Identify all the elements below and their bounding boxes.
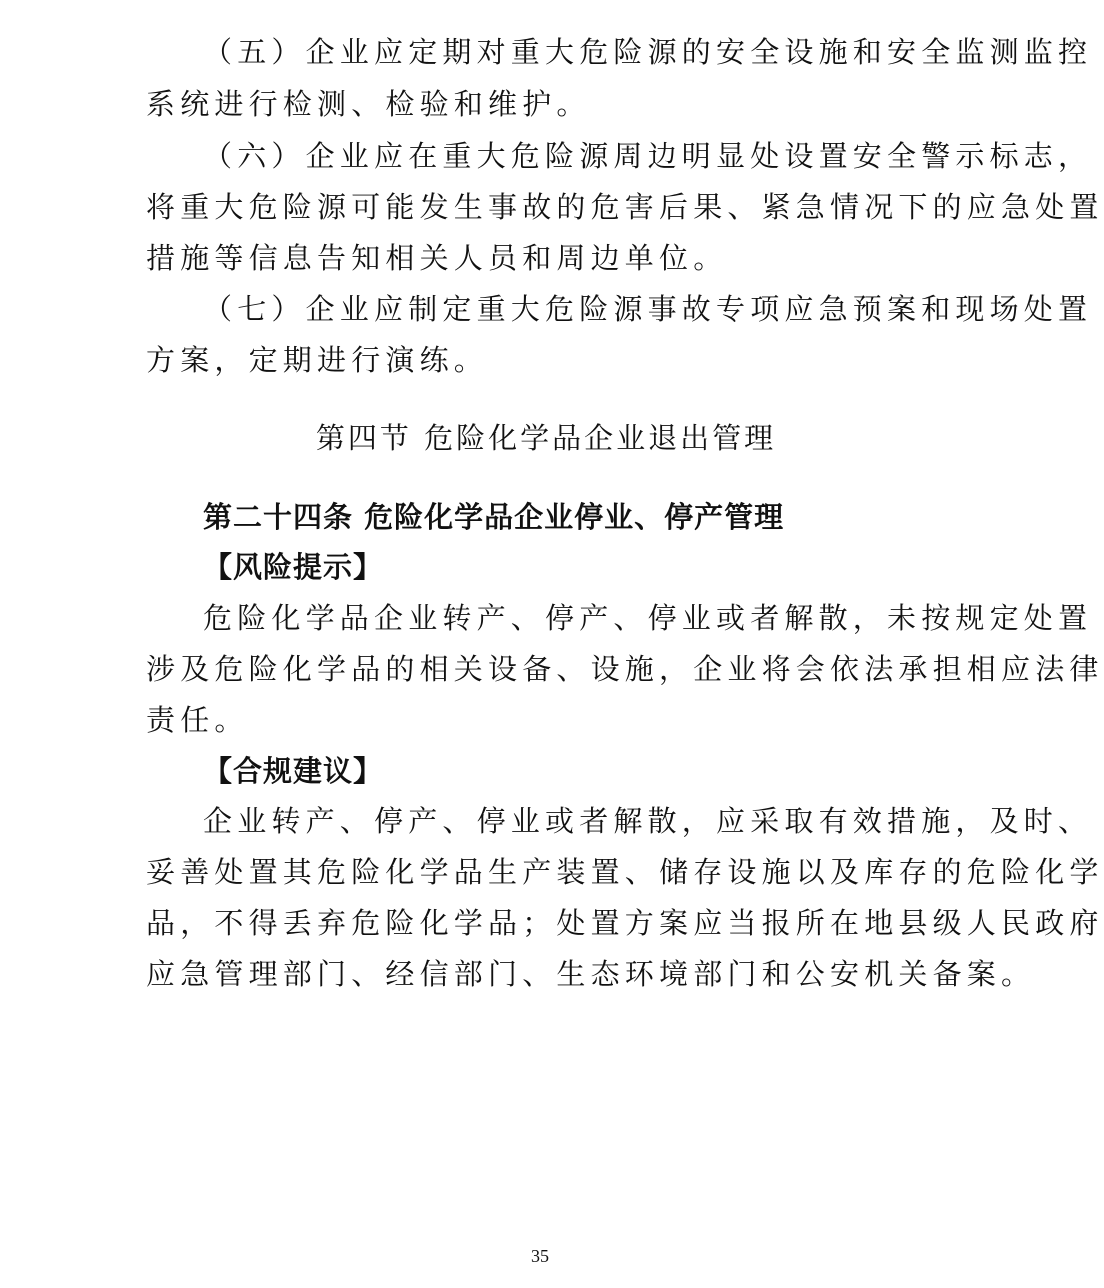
risk-line-2: 涉及危险化学品的相关设备、设施，企业将会依法承担相应法律: [146, 652, 1104, 686]
item-7-line-1: （七）企业应制定重大危险源事故专项应急预案和现场处置: [203, 292, 1093, 326]
risk-line-1: 危险化学品企业转产、停产、停业或者解散，未按规定处置: [203, 601, 1093, 635]
advice-heading: 【合规建议】: [203, 754, 384, 788]
advice-line-2: 妥善处置其危险化学品生产装置、储存设施以及库存的危险化学: [146, 855, 1104, 889]
item-7-line-2: 方案，定期进行演练。: [146, 343, 489, 377]
advice-line-1: 企业转产、停产、停业或者解散，应采取有效措施，及时、: [203, 804, 1093, 838]
risk-heading: 【风险提示】: [203, 550, 384, 584]
page-number: 35: [531, 1246, 549, 1266]
item-6-line-3: 措施等信息告知相关人员和周边单位。: [146, 241, 728, 275]
advice-line-3: 品，不得丢弃危险化学品；处置方案应当报所在地县级人民政府: [146, 906, 1104, 940]
item-6-line-2: 将重大危险源可能发生事故的危害后果、紧急情况下的应急处置: [146, 190, 1104, 224]
section-title: 第四节 危险化学品企业退出管理: [315, 421, 777, 455]
item-5-line-1: （五）企业应定期对重大危险源的安全设施和安全监测监控: [203, 35, 1093, 69]
item-6-line-1: （六）企业应在重大危险源周边明显处设置安全警示标志，: [203, 139, 1093, 173]
item-5-line-2: 系统进行检测、检验和维护。: [146, 87, 591, 121]
risk-line-3: 责任。: [146, 703, 249, 737]
advice-line-4: 应急管理部门、经信部门、生态环境部门和公安机关备案。: [146, 957, 1036, 991]
article-title: 第二十四条 危险化学品企业停业、停产管理: [203, 500, 785, 534]
